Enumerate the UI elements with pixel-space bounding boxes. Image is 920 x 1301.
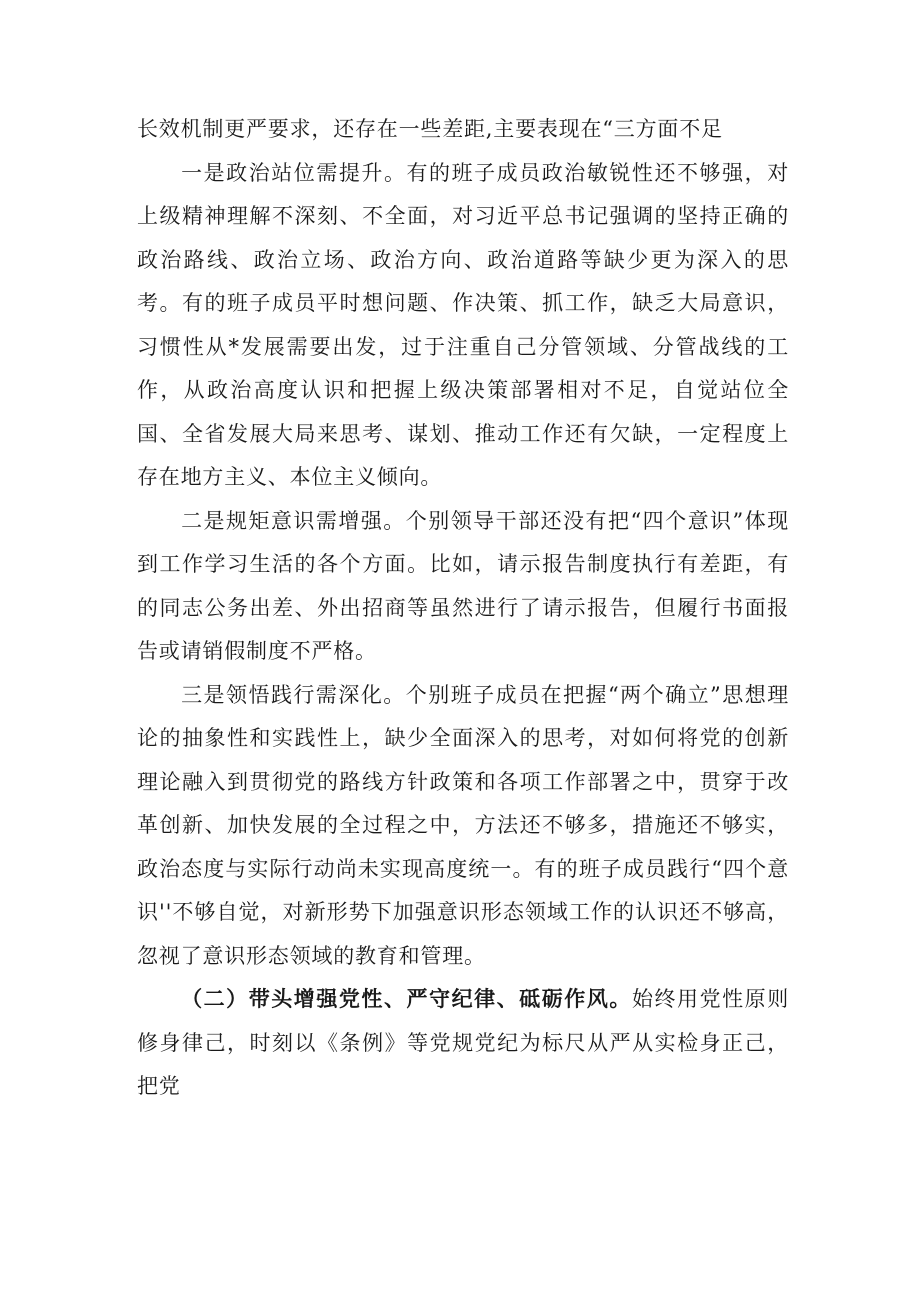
document-body <box>137 108 789 1109</box>
paragraph-rules-awareness: 二是规矩意识需增强。个别领导干部还没有把“四个意识”体现到工作学习生活的各个方面。比如，请示报告制度执行有差距，有的同志公务出差、外出招商等虽然进行了请示报告，但履行书面报告或请销假制度不严格。 <box>137 508 789 663</box>
section-heading: （二）带头增强党性、严守纪律、砥砺作风。 <box>181 987 632 1011</box>
paragraph-section-two <box>137 978 789 1109</box>
paragraph-understanding-practice: 三是领悟践行需深化。个别班子成员在把握“两个确立”思想理论的抽象性和实践性上，缺少全面深入的思考，对如何将党的创新理论融入到贯彻党的路线方针政策和各项工作部署之中，贯穿于改革创新、加快发展的全过程之中，方法还不够多，措施还不够实，政治态度与实际行动尚未实现高度统一。有的班子成员践行“四个意识''不够自觉，对新形势下加强意识形态领域工作的认识还不够高，忽视了意识形态领域的教育和管理。 <box>137 682 789 968</box>
section-body: 始终用党性原则修身律己，时刻以《条例》等党规党纪为标尺从严从实检身正己，把党 <box>137 987 789 1098</box>
paragraph-political-stance: 一是政治站位需提升。有的班子成员政治敏锐性还不够强，对上级精神理解不深刻、不全面，对习近平总书记强调的坚持正确的政治路线、政治立场、政治方向、政治道路等缺少更为深入的思考。有的班子成员平时想问题、作决策、抓工作，缺乏大局意识，习惯性从*发展需要出发，过于注重自己分管领域、分管战线的工作，从政治高度认识和把握上级决策部署相对不足，自觉站位全国、全省发展大局来思考、谋划、推动工作还有欠缺，一定程度上存在地方主义、本位主义倾向。 <box>137 160 789 489</box>
paragraph-continuation: 长效机制更严要求，还存在一些差距,主要表现在“三方面不足 <box>137 117 723 141</box>
